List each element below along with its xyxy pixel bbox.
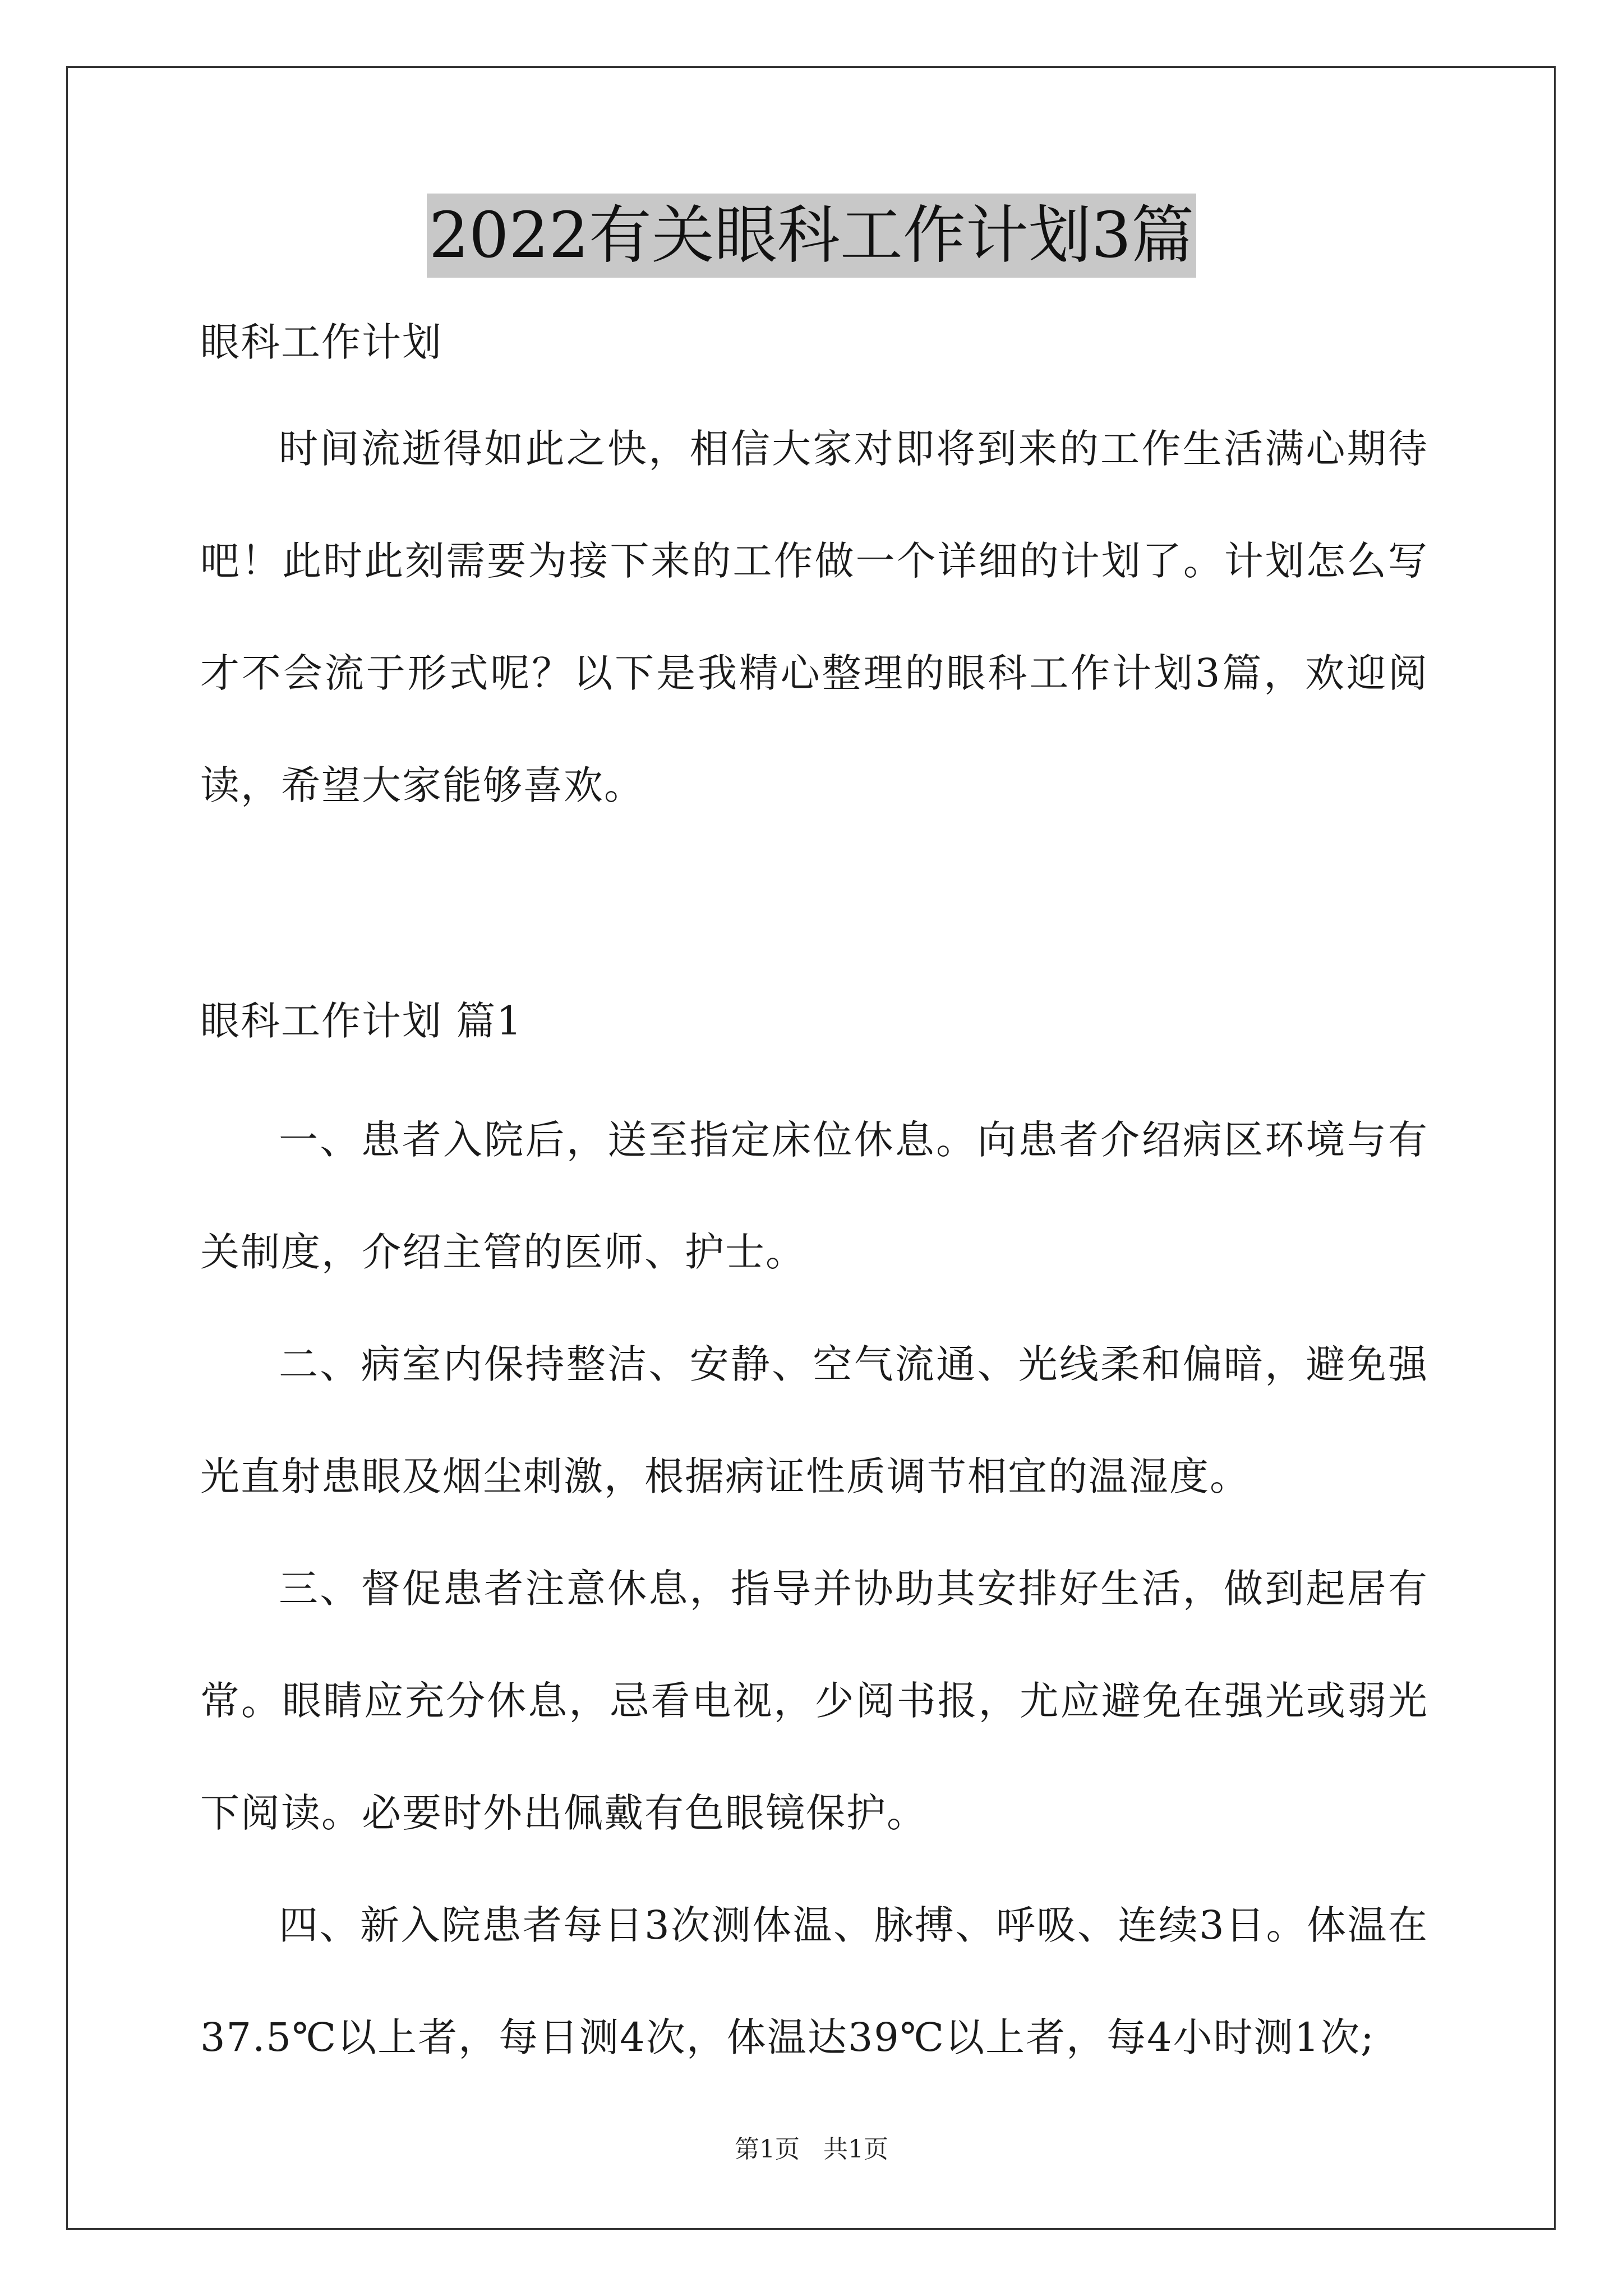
paragraph-2: 二、病室内保持整洁、安静、空气流通、光线柔和偏暗，避免强光直射患眼及烟尘刺激，根据病证性质调节相宜的温湿度。	[200, 1341, 1428, 1499]
intro-paragraph: 时间流逝得如此之快，相信大家对即将到来的工作生活满心期待吧！此时此刻需要为接下来的工作做一个详细的计划了。计划怎么写才不会流于形式呢？以下是我精心整理的眼科工作计划3篇，欢迎阅读，希望大家能够喜欢。	[200, 426, 1428, 808]
intro-heading: 眼科工作计划	[200, 319, 442, 365]
paragraph-4: 四、新入院患者每日3次测体温、脉搏、呼吸、连续3日。体温在37.5℃以上者，每日测4次，体温达39℃以上者，每4小时测1次;	[200, 1902, 1428, 2060]
paragraph-1: 一、患者入院后，送至指定床位休息。向患者介绍病区环境与有关制度，介绍主管的医师、护士。	[200, 1117, 1428, 1275]
page-footer: 第1页 共1页	[735, 2135, 888, 2164]
title-container	[0, 194, 1623, 278]
section-heading: 眼科工作计划 篇1	[200, 998, 523, 1044]
document-title: 2022有关眼科工作计划3篇	[427, 194, 1196, 278]
document-body	[200, 314, 1428, 2093]
paragraph-3: 三、督促患者注意休息，指导并协助其安排好生活，做到起居有常。眼睛应充分休息，忌看电视，少阅书报，尤应避免在强光或弱光下阅读。必要时外出佩戴有色眼镜保护。	[200, 1566, 1428, 1836]
